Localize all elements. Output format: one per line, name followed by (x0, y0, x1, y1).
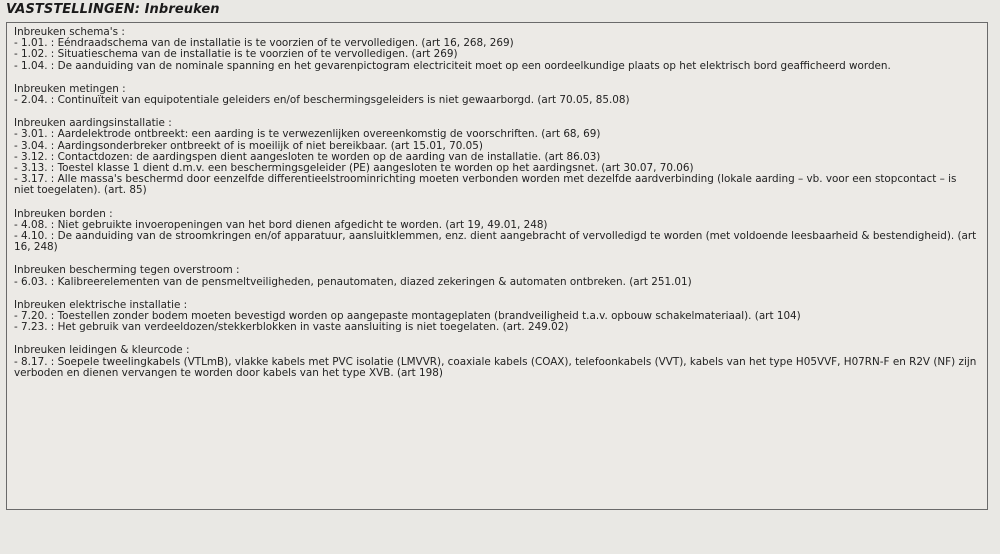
page-title: VASTSTELLINGEN: Inbreuken (6, 2, 220, 17)
violation-item: - 7.20. : Toestellen zonder bodem moeten bevestigd worden op aangepaste montageplaten (brandveiligheid t.a.v. opbouw schakelmateriaal). (art 104) (14, 310, 801, 323)
section-title: Inbreuken aardingsinstallatie : (14, 117, 172, 130)
section-aardingsinstallatie (14, 118, 979, 196)
section-borden (14, 209, 979, 254)
violation-item: - 4.10. : De aanduiding van de stroomkringen en/of apparatuur, aansluitklemmen, enz. dient aangebracht of vervolledigd te worden (met voldoende leesbaarheid & bestendigheid). (art 16, 248) (14, 230, 977, 254)
violation-item: - 3.04. : Aardingsonderbreker ontbreekt of is moeilijk of niet bereikbaar. (art 15.01, 70.05) (14, 139, 483, 152)
violation-item: - 8.17. : Soepele tweelingkabels (VTLmB), vlakke kabels met PVC isolatie (LMVVR), coaxiale kabels (COAX), telefoonkabels (VVT), kabels van het type H05VVF, H07RN-F en R2V (NF) zijn verboden en dienen vervangen te worden door kabels van het type XVB. (art 198) (14, 355, 977, 379)
section-overstroom (14, 265, 979, 287)
violation-item: - 3.17. : Alle massa's beschermd door eenzelfde differentieelstroominrichting moeten verbonden worden met dezelfde aardverbinding (lokale aarding – vb. voor een stopcontact – is niet toegelaten). (art. 85) (14, 173, 957, 197)
section-schemas (14, 27, 979, 72)
violation-item: - 4.08. : Niet gebruikte invoeropeningen van het bord dienen afgedicht te worden. (art 19, 49.01, 248) (14, 218, 548, 231)
section-title: Inbreuken schema's : (14, 26, 125, 38)
violation-item: - 3.12. : Contactdozen: de aardingspen dient aangesloten te worden op de aarding van de installatie. (art 86.03) (14, 150, 601, 163)
violation-item: - 1.01. : Eéndraadschema van de installatie is te voorzien of te vervolledigen. (art 16, 268, 269) (14, 37, 514, 50)
violation-item: - 1.02. : Situatieschema van de installatie is te voorzien of te vervolledigen. (art 269) (14, 48, 458, 61)
violation-item: - 6.03. : Kalibreerelementen van de pensmeltveiligheden, penautomaten, diazed zekeringen & automaten ontbreken. (art 251.01) (14, 275, 692, 288)
violation-item: - 2.04. : Continuïteit van equipotentiale geleiders en/of beschermingsgeleiders is niet gewaarborgd. (art 70.05, 85.08) (14, 94, 630, 107)
violation-item: - 3.01. : Aardelektrode ontbreekt: een aarding is te verwezenlijken overeenkomstig de voorschriften. (art 68, 69) (14, 128, 601, 141)
section-metingen (14, 84, 979, 106)
violation-item: - 1.04. : De aanduiding van de nominale spanning en het gevarenpictogram electriciteit moet op een oordeelkundige plaats op het elektrisch bord geafficheerd worden. (14, 59, 891, 72)
section-title: Inbreuken borden : (14, 207, 113, 220)
violation-item: - 7.23. : Het gebruik van verdeeldozen/stekkerblokken in vaste aansluiting is niet toegelaten. (art. 249.02) (14, 321, 569, 334)
section-title: Inbreuken bescherming tegen overstroom : (14, 264, 240, 277)
section-leidingen (14, 345, 979, 379)
violations-box (6, 22, 988, 510)
section-elektrische-installatie (14, 300, 979, 334)
section-title: Inbreuken elektrische installatie : (14, 298, 188, 311)
violation-item: - 3.13. : Toestel klasse 1 dient d.m.v. een beschermingsgeleider (PE) aangesloten te worden op het aardingsnet. (art 30.07, 70.06) (14, 162, 694, 175)
section-title: Inbreuken metingen : (14, 82, 126, 95)
section-title: Inbreuken leidingen & kleurcode : (14, 344, 190, 357)
